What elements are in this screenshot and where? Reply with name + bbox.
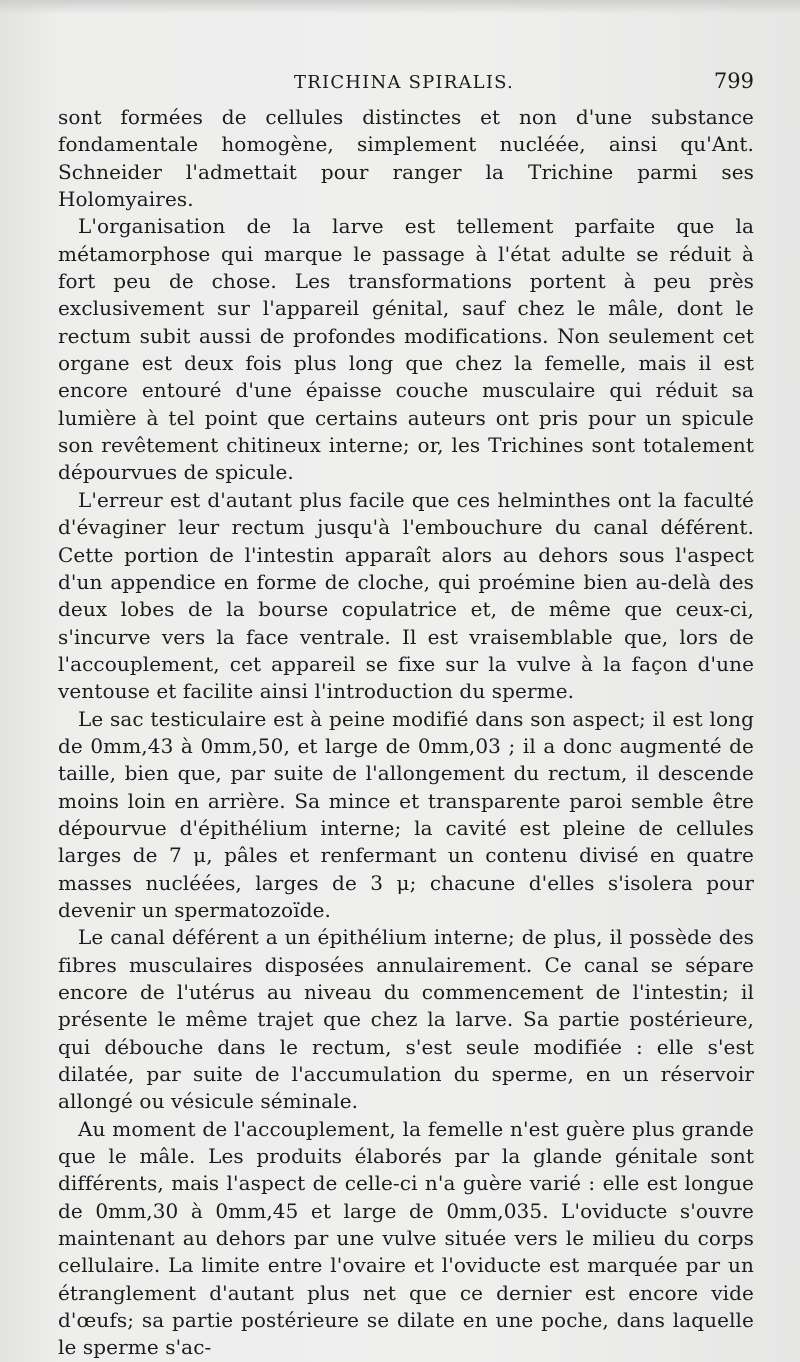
paragraph-continued: sont formées de cellules distinctes et non d'une substance fondamentale homogène, simplement nucléée, ainsi qu'Ant. Schneider l'admettait pour ranger la Trichine parmi ses Holomyaires. xyxy=(58,105,754,212)
paragraph: L'organisation de la larve est tellement parfaite que la métamorphose qui marque le passage à l'état adulte se réduit à fort peu de chose. Les transformations portent à peu près exclusivement sur l'appareil génital, sauf chez le mâle, dont le rectum subit aussi de profondes modifications. Non seulement cet organe est deux fois plus long que chez la femelle, mais il est encore entouré d'une épaisse couche musculaire qui réduit sa lumière à tel point que certains auteurs ont pris pour un spicule son revêtement chitineux interne; or, les Trichines sont totalement dépourvues de spicule. xyxy=(58,214,754,485)
running-title: TRICHINA SPIRALIS. xyxy=(294,72,514,93)
paragraph: Le sac testiculaire est à peine modifié dans son aspect; il est long de 0mm,43 à 0mm,50, et large de 0mm,03 ; il a donc augmenté de taille, bien que, par suite de l'allongement du rectum, il descende moins loin en arrière. Sa mince et transparente paroi semble être dépourvue d'épithélium interne; la cavité est pleine de cellules larges de 7 μ, pâles et renfermant un contenu divisé en quatre masses nucléées, larges de 3 μ; chacune d'elles s'isolera pour devenir un spermatozoïde. xyxy=(58,706,754,922)
paragraph: Le canal déférent a un épithélium interne; de plus, il possède des fibres musculaires disposées annulairement. Ce canal se sépare encore de l'utérus au niveau du commencement de l'intestin; il présente le même trajet que chez la larve. Sa partie postérieure, qui débouche dans le rectum, s'est seule modifiée : elle s'est dilatée, par suite de l'accumulation du sperme, en un réservoir allongé ou vésicule séminale. xyxy=(58,925,754,1114)
paragraph: Au moment de l'accouplement, la femelle n'est guère plus grande que le mâle. Les produits élaborés par la glande génitale sont différents, mais l'aspect de celle-ci n'a guère varié : elle est longue de 0mm,30 à 0mm,45 et large de 0mm,035. L'oviducte s'ouvre maintenant au dehors par une vulve située vers le milieu du corps cellulaire. La limite entre l'ovaire et l'oviducte est marquée par un étranglement d'autant plus net que ce dernier est encore vide d'œufs; sa partie postérieure se dilate en une poche, dans laquelle le sperme s'ac- xyxy=(58,1116,754,1360)
page-number: 799 xyxy=(713,69,754,93)
page-header xyxy=(54,66,754,100)
page-top-edge xyxy=(0,0,800,14)
paragraph: L'erreur est d'autant plus facile que ces helminthes ont la faculté d'évaginer leur rectum jusqu'à l'embouchure du canal déférent. Cette portion de l'intestin apparaît alors au dehors sous l'aspect d'un appendice en forme de cloche, qui proémine bien au-delà des deux lobes de la bourse copulatrice et, de même que ceux-ci, s'incurve vers la face ventrale. Il est vraisemblable que, lors de l'accouplement, cet appareil se fixe sur la vulve à la façon d'une ventouse et facilite ainsi l'introduction du sperme. xyxy=(58,487,754,704)
body-text xyxy=(58,104,754,1362)
